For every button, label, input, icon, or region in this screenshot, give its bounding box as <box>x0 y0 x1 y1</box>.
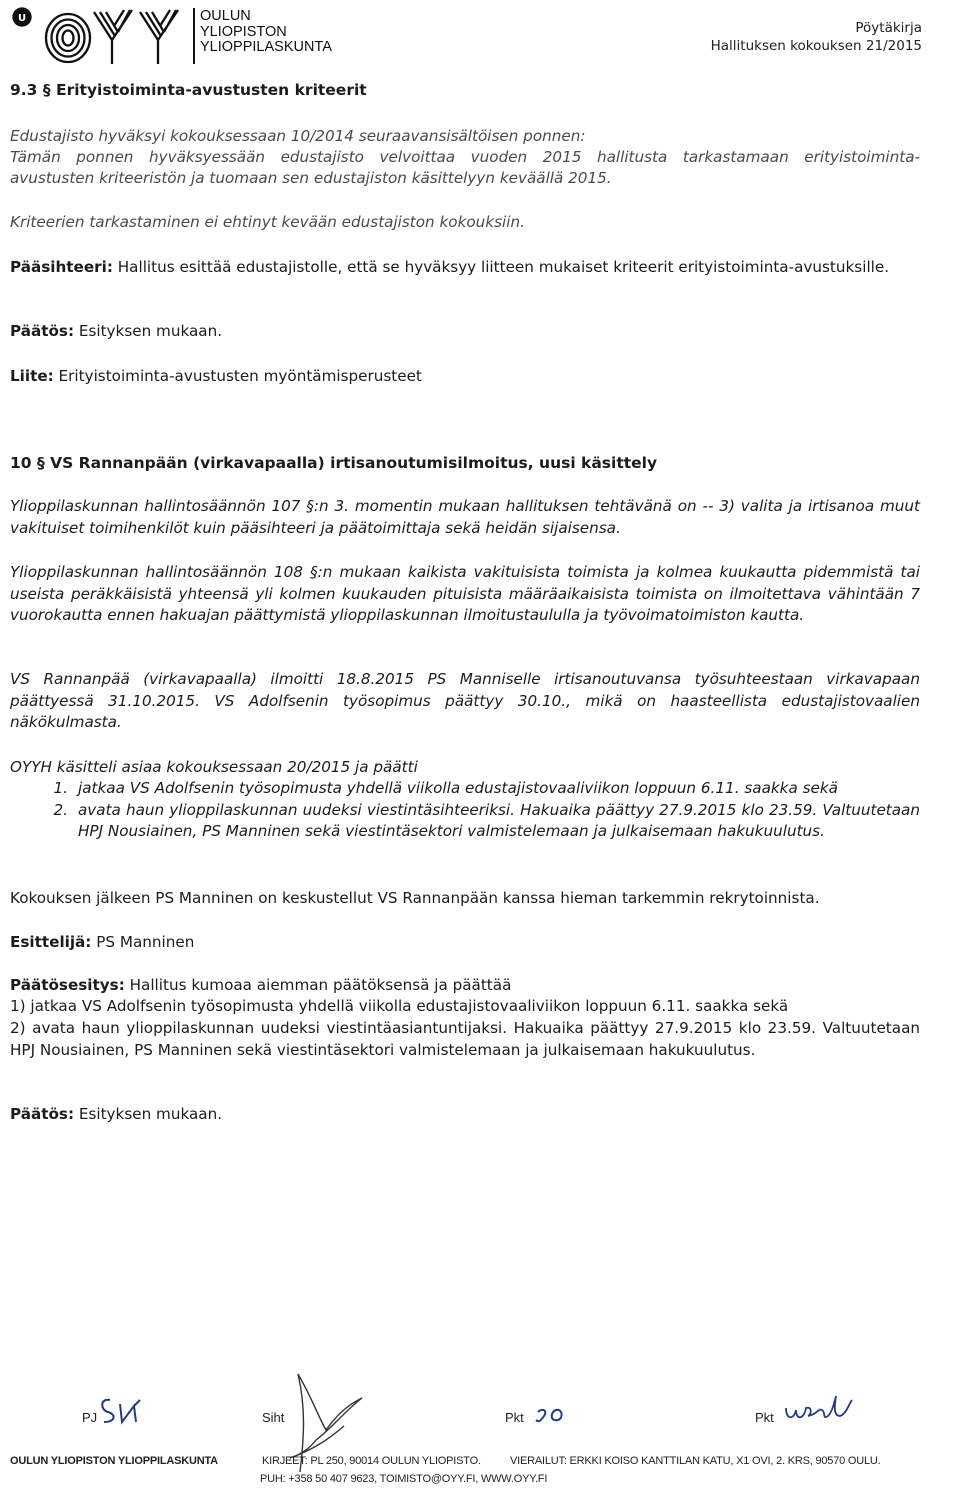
footer-address: KIRJEET: PL 250, 90014 OULUN YLIOPISTO. <box>262 1455 481 1467</box>
paatos-label: Päätös: <box>10 322 75 340</box>
paragraph-107: Ylioppilaskunnan hallintosäännön 107 §:n 3. momentin mukaan hallituksen tehtävänä on -- 3) valita ja irtisanoa muut vakituiset toimihenkilöt kuin pääsihteeri ja päätoimittaja sekä heidän sijaisensa. <box>10 497 920 537</box>
pkt2-signature <box>782 1392 862 1428</box>
post-meeting-note: Kokouksen jälkeen PS Manninen on keskustellut VS Rannanpään kanssa hieman tarkemmin rekrytoinnista. <box>10 889 820 907</box>
list-number: 1. <box>53 779 68 797</box>
list-item <box>10 778 920 800</box>
section-9-3-decision <box>10 321 920 343</box>
pj-label: PJ <box>82 1410 98 1425</box>
list-text: avata haun ylioppilaskunnan uudeksi viestintäsihteeriksi. Hakuaika päättyy 27.9.2015 klo 23.59. Valtuutetaan HPJ Nousiainen, PS Manninen sekä viestintäsektori valmistelemaan ja julkaisemaan hakukuulutus. <box>78 800 920 840</box>
pasihteeri-label: Pääsihteeri: <box>10 258 113 276</box>
section-9-3-title: 9.3 § Erityistoiminta-avustusten kriteerit <box>10 81 367 99</box>
presenter-line <box>10 932 920 954</box>
org-line-2: YLIOPISTON <box>200 23 287 40</box>
footer <box>10 1452 940 1488</box>
pkt1-label: Pkt <box>505 1410 524 1425</box>
paatos-text: Esityksen mukaan. <box>74 322 223 340</box>
header-right <box>711 19 922 55</box>
ponsi-line-1: Tämän ponnen hyväksyessään edustajisto velvoittaa vuoden 2015 hallitusta tarkastamaan erityistoiminta- <box>10 148 920 166</box>
org-line-3: YLIOPPILASKUNTA <box>200 39 332 55</box>
liite-label: Liite: <box>10 367 54 385</box>
paatos-text: Esityksen mukaan. <box>74 1105 223 1123</box>
section-10-title: 10 § VS Rannanpään (virkavapaalla) irtisanoutumisilmoitus, uusi käsittely <box>10 454 658 472</box>
paragraph-resignation: VS Rannanpää (virkavapaalla) ilmoitti 18.8.2015 PS Manniselle irtisanoutuvansa työsuhteestaan virkavapaan päättyessä 31.10.2015. VS Adolfsenin työsopimus päättyy 30.10., mikä on haasteellista edustajistovaalien näkökulmasta. <box>10 670 920 731</box>
pkt2-label: Pkt <box>755 1410 774 1425</box>
paatosesitys-text: Hallitus kumoaa aiemman päätöksensä ja päättää <box>124 976 512 994</box>
section-10-decision <box>10 1104 920 1126</box>
list-item <box>10 800 920 843</box>
doc-type: Pöytäkirja <box>855 20 922 36</box>
org-line-1: OULUN <box>200 8 251 24</box>
oyyh-decision-list <box>10 778 920 843</box>
decision-proposal-line <box>10 975 920 997</box>
oyy-logo <box>8 4 198 64</box>
esittelija-text: PS Manninen <box>91 933 195 951</box>
criteria-note: Kriteerien tarkastaminen ei ehtinyt kevään edustajiston kokouksiin. <box>10 213 525 231</box>
esittelija-label: Esittelijä: <box>10 933 92 951</box>
proposal-item-2: 2) avata haun ylioppilaskunnan uudeksi viestintäasiantuntijaksi. Hakuaika päättyy 27.9.2015 klo 23.59. Valtuutetaan HPJ Nousiainen, PS Manninen sekä viestintäsektori valmistelemaan ja julkaisemaan hakukuulutus. <box>10 1019 920 1059</box>
proposal-item-1: 1) jatkaa VS Adolfsenin työsopimusta yhdellä viikolla edustajistovaaliviikon loppuun 6.11. saakka sekä <box>10 997 789 1015</box>
paragraph-108: Ylioppilaskunnan hallintosäännön 108 §:n mukaan kaikista vakituisista toimista ja kolmea kuukautta pidemmistä tai useista peräkkäisistä yhteensä yli kolmen kuukauden pituisista määräaikaisista toimista on ilmoitettava vähintään 7 vuorokautta ennen hakuajan päättymistä ylioppilaskunnan ilmoitustaululla ja työvoimatoimiston kautta. <box>10 563 920 624</box>
footer-contact: PUH: +358 50 407 9623, TOIMISTO@OYY.FI, WWW.OYY.FI <box>260 1473 548 1485</box>
list-text: jatkaa VS Adolfsenin työsopimusta yhdellä viikolla edustajistovaaliviikon loppuun 6.11. saakka sekä <box>78 779 838 797</box>
svg-text:U: U <box>17 13 27 24</box>
liite-text: Erityistoiminta-avustusten myöntämisperusteet <box>53 367 422 385</box>
footer-row-1 <box>10 1452 940 1470</box>
footer-visit: VIERAILUT: ERKKI KOISO KANTTILAN KATU, X1 OVI, 2. KRS, 90570 OULU. <box>510 1455 881 1467</box>
ponsi-intro: Edustajisto hyväksyi kokouksessaan 10/2014 seuraavansisältöisen ponnen: <box>10 127 586 145</box>
paatos-label: Päätös: <box>10 1105 75 1123</box>
pkt1-signature <box>532 1398 572 1428</box>
pj-signature <box>96 1392 156 1428</box>
pasihteeri-proposal <box>10 257 920 279</box>
org-name <box>200 9 332 56</box>
meeting-number: Hallituksen kokouksen 21/2015 <box>710 38 922 54</box>
oyyh-decision-intro: OYYH käsitteli asiaa kokouksessaan 20/2015 ja päätti <box>10 758 418 776</box>
footer-org: OULUN YLIOPISTON YLIOPPILASKUNTA <box>10 1455 218 1467</box>
siht-label: Siht <box>262 1410 285 1425</box>
list-number: 2. <box>53 800 68 819</box>
attachment-line <box>10 366 920 388</box>
ponsi-line-2: avustusten kriteeristön ja tuomaan sen edustajiston käsittelyyn keväällä 2015. <box>10 169 612 187</box>
pasihteeri-text: Hallitus esittää edustajistolle, että se hyväksyy liitteen mukaiset kriteerit erityistoiminta-avustuksille. <box>112 258 890 276</box>
paatosesitys-label: Päätösesitys: <box>10 976 125 994</box>
